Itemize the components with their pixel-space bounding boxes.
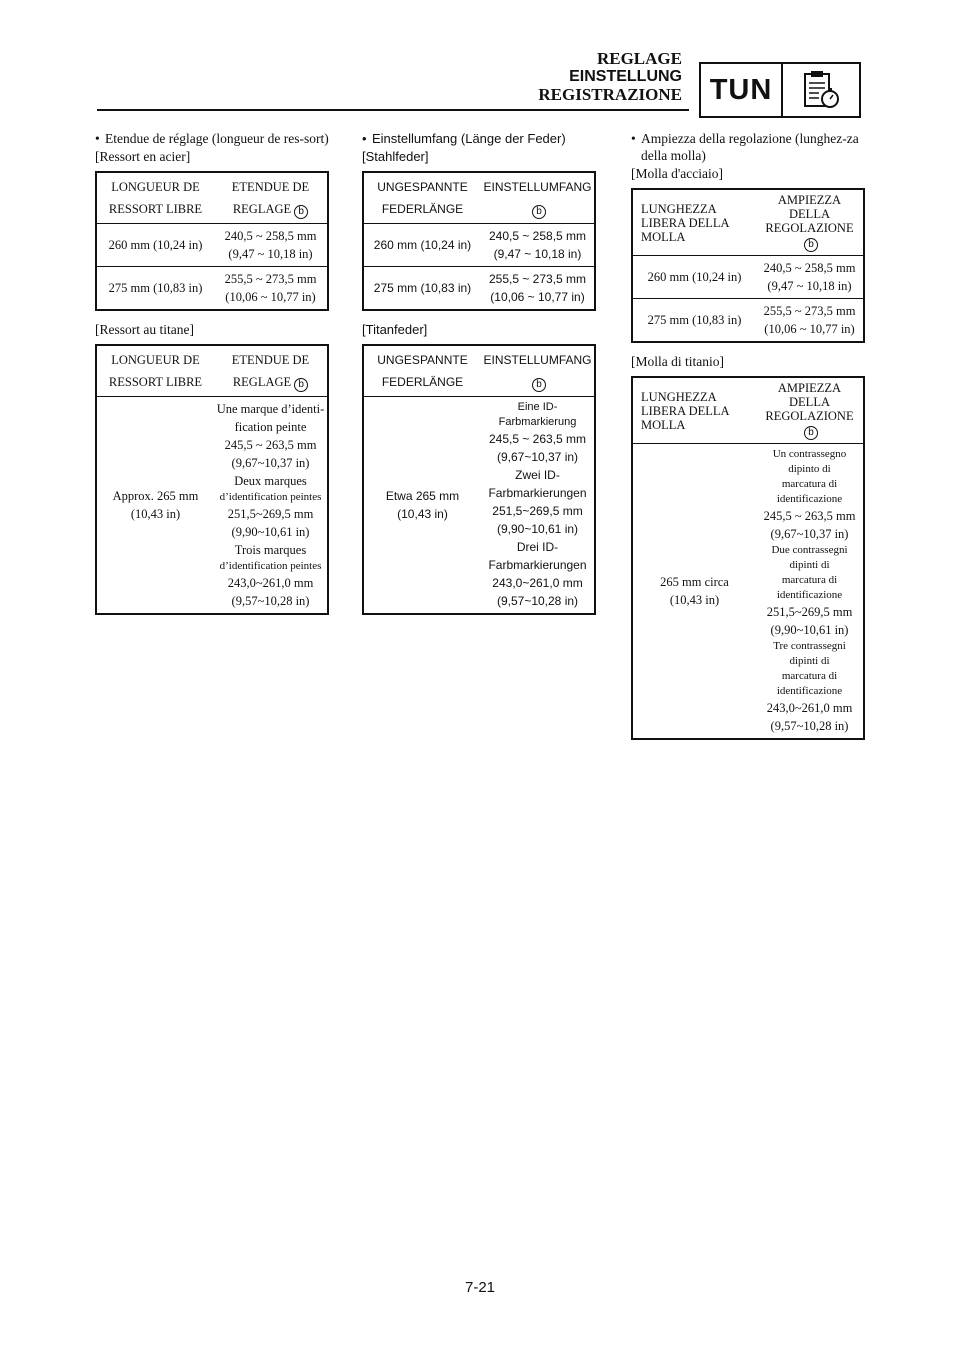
steel-spring-table	[362, 171, 596, 311]
table-row: 275 mm (10,83 in) 255,5 ~ 273,5 mm (10,06 ~ 10,77 in)	[363, 267, 595, 311]
steel-spring-table	[631, 188, 865, 343]
steel-spring-table	[95, 171, 329, 311]
section-badge	[699, 62, 861, 118]
table-row: 260 mm (10,24 in) 240,5 ~ 258,5 mm (9,47 ~ 10,18 in)	[632, 256, 864, 299]
table-row: 275 mm (10,83 in) 255,5 ~ 273,5 mm (10,06 ~ 10,77 in)	[96, 267, 328, 311]
table-row: 265 mm circa (10,43 in) Un contrassegno dipinto di marcatura di identificazione 245,5 ~ 263,5 mm (9,67~10,37 in) Due contrassegni dipinti di marcatura di identificazione 251,5~269,5 mm (9,90~10,61 in) Tre contrassegni dipinti di marcatura di identificazione 243,0~261,0 mm (9,57~10,28 in)	[632, 444, 864, 740]
titanium-spring-table	[631, 376, 865, 740]
title-it: REGISTRAZIONE	[538, 85, 682, 104]
header-free-length: LONGUEUR DE RESSORT LIBRE	[108, 180, 203, 216]
page-number: 7-21	[464, 1279, 496, 1296]
steel-spring-label: [Molla d'acciaio]	[631, 166, 724, 181]
table-row: Etwa 265 mm (10,43 in) Eine ID-Farbmarkierung 245,5 ~ 263,5 mm (9,67~10,37 in) Zwei ID- Farbmarkierungen 251,5~269,5 mm (9,90~10,61 in) Drei ID- Farbmarkierungen 243,0~261,0 mm (9,57~10,28 in)	[363, 397, 595, 615]
header-adjust-range: EINSTELLUMFANG b	[483, 180, 592, 217]
steel-spring-label: [Stahlfeder]	[362, 149, 429, 164]
table-row: Approx. 265 mm (10,43 in) Une marque d’identi- fication peinte 245,5 ~ 263,5 mm (9,67~10,37 in) Deux marques d’identification peintes 251,5~269,5 mm (9,90~10,61 in) Trois marques d’identification peintes 243,0~261,0 mm (9,57~10,28 in)	[96, 397, 328, 615]
clipboard-stopwatch-icon	[783, 64, 859, 116]
table-row: 275 mm (10,83 in) 255,5 ~ 273,5 mm (10,06 ~ 10,77 in)	[632, 299, 864, 343]
titanium-spring-label: [Molla di titanio]	[631, 354, 724, 369]
section-badge-label: TUN	[709, 73, 773, 106]
bullet-text: • Einstellumfang (Länge der Feder)	[362, 130, 596, 147]
header-free-length: UNGESPANNTE FEDERLÄNGE	[377, 180, 468, 216]
header-adjust-range: ETENDUE DE REGLAGE b	[231, 353, 310, 390]
table-row: 260 mm (10,24 in) 240,5 ~ 258,5 mm (9,47 ~ 10,18 in)	[96, 224, 328, 267]
column-german	[362, 130, 596, 625]
header-free-length: LUNGHEZZA LIBERA DELLA MOLLA	[641, 201, 730, 244]
titanium-spring-label: [Titanfeder]	[362, 322, 428, 337]
header-rule	[97, 109, 689, 111]
header-adjust-range: EINSTELLUMFANG b	[483, 353, 592, 390]
header-free-length: LONGUEUR DE RESSORT LIBRE	[108, 353, 203, 389]
title-de: EINSTELLUNG	[569, 68, 682, 85]
header-adjust-range: AMPIEZZA DELLA REGOLAZIONEb	[765, 193, 854, 250]
bullet-text: • Etendue de réglage (longueur de res-sort)	[95, 130, 329, 147]
header-adjust-range: AMPIEZZA DELLA REGOLAZIONEb	[765, 381, 854, 438]
titanium-spring-label: [Ressort au titane]	[95, 322, 194, 337]
titanium-spring-table	[362, 344, 596, 615]
table-row: 260 mm (10,24 in) 240,5 ~ 258,5 mm (9,47 ~ 10,18 in)	[363, 224, 595, 267]
steel-spring-label: [Ressort en acier]	[95, 149, 191, 164]
header-titles	[538, 50, 682, 103]
bullet-text: • Ampiezza della regolazione (lunghez-za della molla)	[631, 130, 865, 164]
header-adjust-range: ETENDUE DE REGLAGE b	[231, 180, 310, 217]
header-free-length: LUNGHEZZA LIBERA DELLA MOLLA	[641, 389, 730, 432]
title-fr: REGLAGE	[596, 49, 682, 68]
column-italian	[631, 130, 865, 750]
header-free-length: UNGESPANNTE FEDERLÄNGE	[377, 353, 468, 389]
titanium-spring-table	[95, 344, 329, 615]
column-french	[95, 130, 329, 625]
